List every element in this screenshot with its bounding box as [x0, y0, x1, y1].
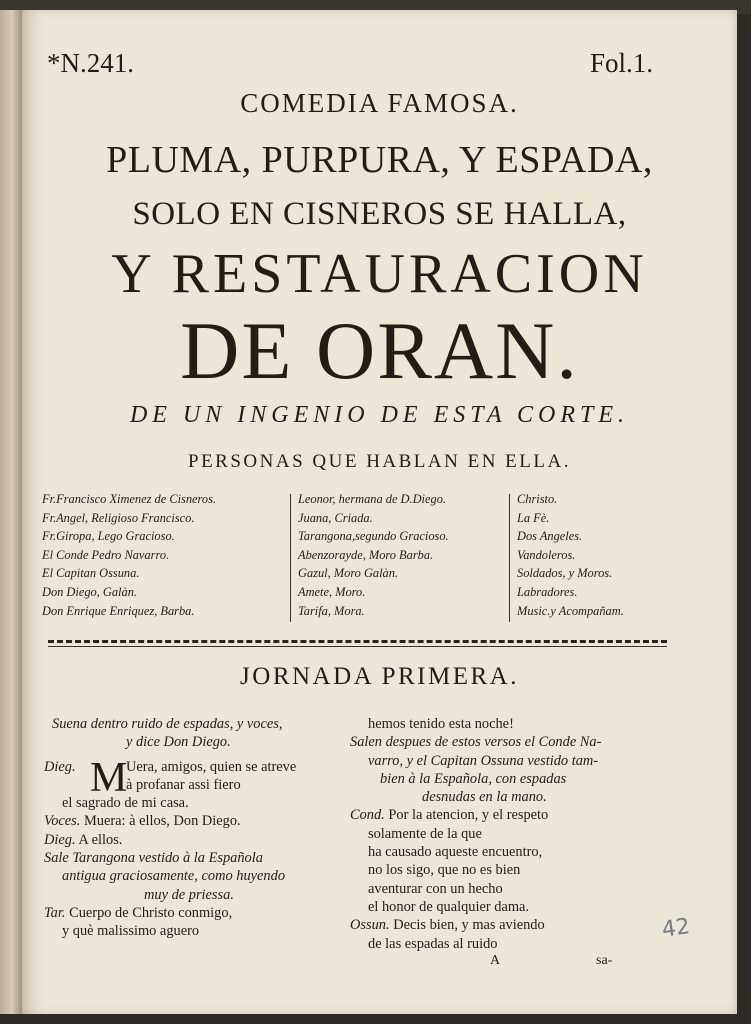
stage-direction: bien à la Española, con espadas — [380, 770, 567, 787]
catchword: sa- — [596, 953, 613, 968]
verse-line — [44, 812, 344, 830]
verse-line — [350, 916, 675, 934]
verse-text: Uera, amigos, quien se atreve — [126, 758, 297, 775]
cast-entry: Fr.Angel, Religioso Francisco. — [42, 510, 195, 525]
ornamental-rule — [48, 640, 667, 643]
verse-text: Por la atencion, y el respeto — [388, 807, 549, 824]
stage-direction: desnudas en la mano. — [422, 789, 547, 806]
speaker-label: Ossun. — [350, 917, 390, 934]
speaker-label: Voces. — [44, 813, 81, 830]
verse-line — [44, 904, 344, 922]
stage-direction: Suena dentro ruido de espadas, y voces, — [52, 716, 283, 732]
cast-entry: Labradores. — [517, 584, 578, 599]
cast-heading: PERSONAS QUE HABLAN EN ELLA. — [188, 451, 571, 472]
cast-entry: Gazul, Moro Galàn. — [298, 566, 399, 581]
verse-line: y què malissimo aguero — [62, 923, 200, 940]
cast-column-2 — [298, 490, 449, 620]
cast-entry: Tarifa, Mora. — [298, 603, 365, 618]
cast-entry: Don Diego, Galàn. — [42, 584, 137, 599]
cast-divider — [290, 494, 291, 622]
verse-line — [44, 831, 344, 849]
speaker-label: Dieg. — [44, 758, 76, 775]
cast-entry: Music.y Acompañam. — [517, 603, 624, 618]
handwritten-note: 42 — [660, 914, 692, 943]
cast-entry: Juana, Criada. — [298, 510, 373, 525]
verse-line: ha causado aqueste encuentro, — [368, 844, 543, 861]
cast-column-1 — [42, 490, 216, 620]
stage-direction: Sale Tarangona vestido à la Española — [44, 850, 263, 867]
verse-line — [350, 806, 675, 824]
cast-entry: Soldados, y Moros. — [517, 566, 613, 581]
cast-entry: La Fè. — [517, 510, 550, 525]
verse-line: de las espadas al ruido — [368, 935, 498, 952]
verse-line: hemos tenido esta noche! — [368, 716, 514, 732]
book-page — [22, 10, 737, 1014]
stage-direction: Salen despues de estos versos el Conde Na- — [350, 734, 602, 751]
stage-direction: muy de priessa. — [144, 886, 234, 903]
verse-text: Decis bien, y mas aviendo — [393, 917, 545, 934]
cast-column-3 — [517, 490, 624, 620]
verse-line: à profanar assi fiero — [126, 776, 241, 793]
section-title: JORNADA PRIMERA. — [240, 663, 519, 690]
title-line-5: DE ORAN. — [180, 305, 579, 396]
cast-entry: Fr.Giropa, Lego Gracioso. — [42, 529, 175, 544]
stage-direction: y dice Don Diego. — [126, 734, 231, 751]
cast-entry: Don Enrique Enriquez, Barba. — [42, 603, 195, 618]
comedia-number: *N.241. — [47, 48, 134, 78]
verse-line: el sagrado de mi casa. — [62, 795, 189, 812]
cast-entry: Fr.Francisco Ximenez de Cisneros. — [42, 492, 217, 506]
speaker-label: Dieg. — [44, 831, 76, 848]
cast-entry: Amete, Moro. — [298, 584, 366, 599]
title-comedia-famosa: COMEDIA FAMOSA. — [240, 88, 519, 118]
stage-direction: antigua graciosamente, como huyendo — [62, 868, 286, 885]
cast-entry: El Conde Pedro Navarro. — [42, 547, 170, 562]
verse-line: el honor de qualquier dama. — [368, 898, 530, 915]
cast-divider — [509, 494, 510, 622]
drop-cap: M — [90, 754, 128, 801]
speaker-label: Tar. — [44, 904, 66, 921]
cast-entry: Abenzorayde, Moro Barba. — [298, 547, 434, 562]
signature-mark: A — [490, 953, 501, 968]
cast-entry: Dos Angeles. — [517, 529, 583, 544]
cast-entry: Christo. — [517, 492, 558, 506]
cast-entry: Tarangona,segundo Gracioso. — [298, 529, 449, 544]
cast-entry: El Capitan Ossuna. — [42, 566, 140, 581]
author-line: DE UN INGENIO DE ESTA CORTE. — [129, 402, 630, 428]
book-spine-edge — [0, 10, 22, 1014]
stage-direction: varro, y el Capitan Ossuna vestido tam- — [368, 752, 599, 769]
cast-entry: Leonor, hermana de D.Diego. — [298, 492, 446, 506]
verse-line: aventurar con un hecho — [368, 880, 503, 897]
folio-number: Fol.1. — [589, 48, 653, 78]
text-column-left — [44, 715, 344, 941]
text-column-right — [350, 715, 675, 953]
verse-text: Muera: à ellos, Don Diego. — [83, 813, 241, 830]
verse-text: Cuerpo de Christo conmigo, — [69, 904, 233, 921]
verse-line: solamente de la que — [368, 825, 482, 842]
cast-entry: Vandoleros. — [517, 547, 576, 562]
title-line-4: Y RESTAURACION — [111, 243, 648, 305]
verse-text: A ellos. — [78, 831, 123, 848]
verse-line: no los sigo, que no es bien — [368, 862, 521, 879]
title-line-3: SOLO EN CISNEROS SE HALLA, — [132, 196, 627, 232]
title-line-2: PLUMA, PURPURA, Y ESPADA, — [106, 139, 653, 181]
ornamental-rule — [48, 646, 667, 647]
speaker-label: Cond. — [350, 807, 385, 824]
